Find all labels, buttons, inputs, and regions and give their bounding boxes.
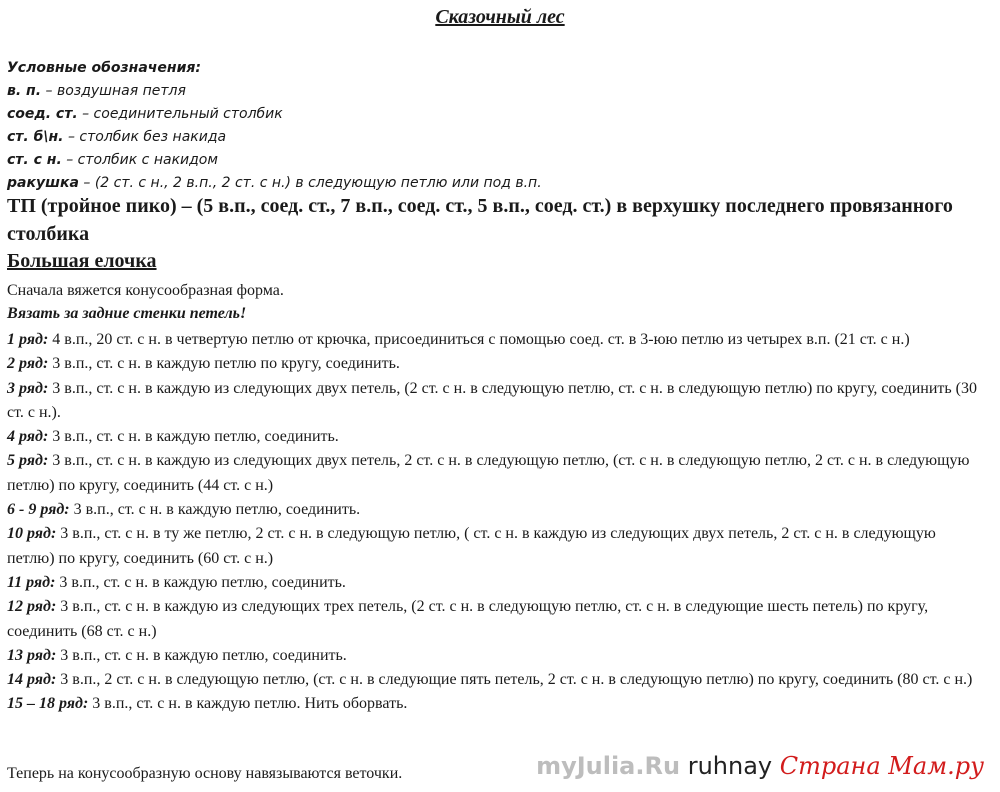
pattern-row: 11 ряд: 3 в.п., ст. с н. в каждую петлю, соединить. xyxy=(7,573,346,591)
legend xyxy=(7,57,542,195)
legend-item: ст. с н. – столбик с накидом xyxy=(7,152,218,168)
pattern-row: 14 ряд: 3 в.п., 2 ст. с н. в следующую петлю, (ст. с н. в следующие пять петель, 2 ст. с н. в следующую петлю) по кругу, соединить (80 ст. с н.) xyxy=(7,671,973,689)
pattern-row: 15 – 18 ряд: 3 в.п., ст. с н. в каждую петлю. Нить оборвать. xyxy=(7,695,408,713)
note-text: Вязать за задние стенки петель! xyxy=(7,305,247,322)
legend-item: ракушка – (2 ст. с н., 2 в.п., 2 ст. с н.) в следующую петлю или под в.п. xyxy=(7,175,542,191)
pattern-row: 3 ряд: 3 в.п., ст. с н. в каждую из следующих двух петель, (2 ст. с н. в следующую петлю, ст. с н. в следующую петлю) по кругу, соединить (30 ст. с н.). xyxy=(7,379,977,421)
watermark-user: ruhnay xyxy=(687,752,773,780)
pattern-row: 12 ряд: 3 в.п., ст. с н. в каждую из следующих трех петель, (2 ст. с н. в следующую петлю, ст. с н. в следующие шесть петель) по кругу, соединить (68 ст. с н.) xyxy=(7,598,929,640)
document-title: Сказочный лес xyxy=(435,6,565,28)
outro-text: Теперь на конусообразную основу навязываются веточки. xyxy=(7,765,403,782)
pattern-row: 2 ряд: 3 в.п., ст. с н. в каждую петлю по кругу, соединить. xyxy=(7,355,400,373)
watermark-brand: myJulia.Ru xyxy=(536,752,681,780)
pattern-row: 6 - 9 ряд: 3 в.п., ст. с н. в каждую петлю, соединить. xyxy=(7,501,361,519)
pattern-row: 5 ряд: 3 в.п., ст. с н. в каждую из следующих двух петель, 2 ст. с н. в следующую петлю, (ст. с н. в следующую петлю, 2 ст. с н. в следующую петлю) по кругу, соединить (44 ст. с н.) xyxy=(7,452,970,494)
watermark xyxy=(536,752,984,780)
watermark-site: Страна Мам.ру xyxy=(779,752,984,780)
pattern-row: 4 ряд: 3 в.п., ст. с н. в каждую петлю, соединить. xyxy=(7,428,339,446)
intro-text: Сначала вяжется конусообразная форма. xyxy=(7,282,284,299)
pattern-row: 10 ряд: 3 в.п., ст. с н. в ту же петлю, 2 ст. с н. в следующую петлю, ( ст. с н. в каждую из следующих двух петель, 2 ст. с н. в следующую петлю) по кругу, соединить (60 ст. с н.) xyxy=(7,525,936,567)
triple-picot-definition: ТП (тройное пико) – (5 в.п., соед. ст., 7 в.п., соед. ст., 5 в.п., соед. ст.) в верхушку последнего провязанного столбика xyxy=(7,195,953,245)
legend-item: в. п. – воздушная петля xyxy=(7,83,186,99)
section-title: Большая елочка xyxy=(7,250,157,272)
pattern-rows xyxy=(7,328,982,717)
legend-item: ст. б\н. – столбик без накида xyxy=(7,129,227,145)
legend-item: соед. ст. – соединительный столбик xyxy=(7,106,283,122)
pattern-row: 13 ряд: 3 в.п., ст. с н. в каждую петлю, соединить. xyxy=(7,646,347,664)
pattern-row: 1 ряд: 4 в.п., 20 ст. с н. в четвертую петлю от крючка, присоединиться с помощью соед. ст. в 3-юю петлю из четырех в.п. (21 ст. с н.) xyxy=(7,331,910,348)
legend-heading: Условные обозначения: xyxy=(7,60,201,76)
